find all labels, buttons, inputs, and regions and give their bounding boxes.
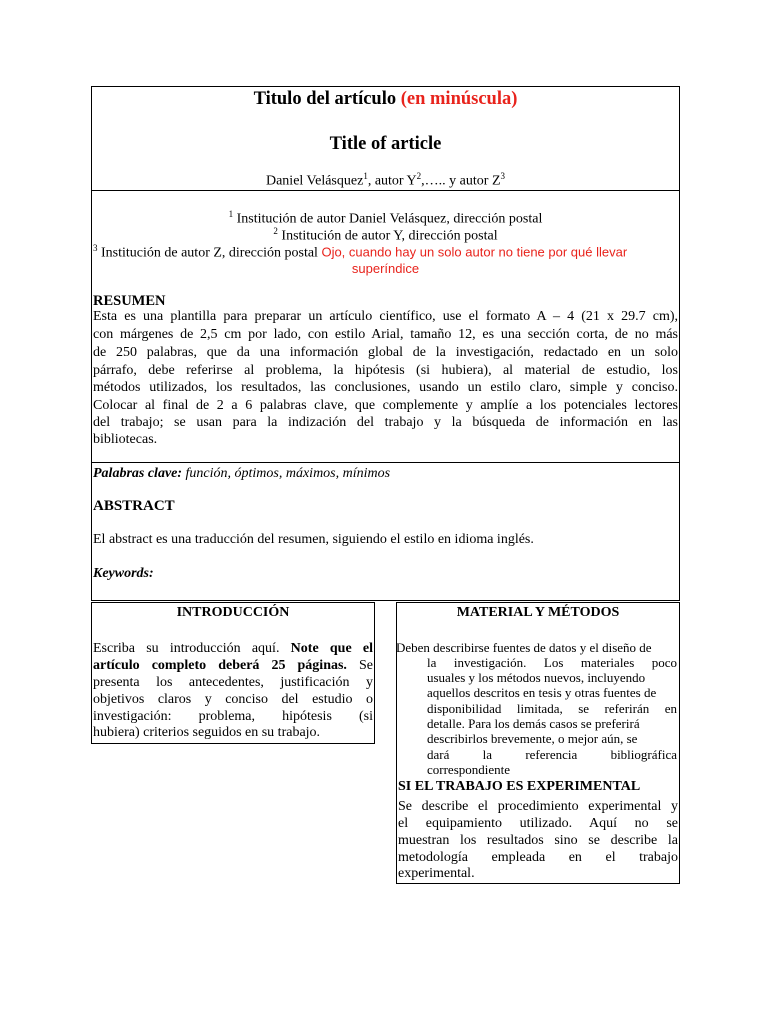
abstract-heading: ABSTRACT xyxy=(93,498,175,514)
abstract-text: El abstract es una traducción del resumen, siguiendo el estilo en idioma inglés. xyxy=(93,532,534,547)
affiliation-3-sup: 3 xyxy=(93,243,98,253)
title-english: Title of article xyxy=(329,134,442,154)
author-1-sup: 1 xyxy=(363,171,368,181)
title-block xyxy=(91,86,680,191)
material-line: detalle. Para los demás casos se preferirá xyxy=(427,716,640,731)
keywords-abstract-block xyxy=(91,462,680,601)
introduccion-text: Se xyxy=(359,658,373,673)
title-spanish-main: Titulo del artículo xyxy=(253,89,397,109)
experimental-line: Se describe el procedimiento experimental y xyxy=(398,799,678,814)
resumen-line: con márgenes de 2,5 cm por lado, con estilo Arial, tamaño 12, es una sección corta, de no más xyxy=(93,327,678,342)
author-1: Daniel Velásquez xyxy=(265,173,364,189)
introduccion-bold: artículo completo deberá 25 páginas. xyxy=(93,658,347,673)
affiliation-3-text: Institución de autor Z, dirección postal xyxy=(97,245,322,261)
keywords-label: Keywords: xyxy=(93,566,154,581)
introduccion-text: Escriba su introducción aquí. xyxy=(93,641,280,656)
introduccion-bold: Note que el xyxy=(290,641,373,656)
affiliation-1 xyxy=(92,209,679,228)
material-line: dará la referencia bibliográfica xyxy=(427,747,677,762)
introduccion-line: objetivos claros y conciso del estudio o xyxy=(93,692,373,707)
resumen-line: párrafo, debe referirse al problema, la hipótesis (si hubiera), al material de estudio, los xyxy=(93,363,678,378)
author-3-sup: 3 xyxy=(500,171,505,181)
resumen-line: Esta es una plantilla para preparar un artículo científico, use el formato A – 4 (21 x 29.7 cm), xyxy=(93,309,678,324)
material-metodos-block xyxy=(396,602,680,884)
material-line: describirlos brevemente, o mejor aún, se xyxy=(427,731,638,746)
experimental-line: experimental. xyxy=(398,866,475,881)
material-line: la investigación. Los materiales poco xyxy=(427,655,677,670)
title-spanish-note: (en minúscula) xyxy=(400,89,518,109)
affiliation-2 xyxy=(92,226,679,245)
material-line: usuales y los métodos nuevos, incluyendo xyxy=(427,670,646,685)
resumen-line: bibliotecas. xyxy=(93,432,158,447)
material-line: Deben describirse fuentes de datos y el diseño de xyxy=(396,640,652,655)
affiliations-resumen-block xyxy=(91,190,680,463)
introduccion-line: investigación: problema, hipótesis (si xyxy=(93,709,373,724)
title-spanish xyxy=(92,89,679,110)
affiliation-note: Ojo, cuando hay un solo autor no tiene por qué llevar xyxy=(321,244,628,260)
introduccion-line: presenta los antecedentes, justificación y xyxy=(93,675,373,690)
resumen-heading: RESUMEN xyxy=(93,293,166,309)
author-3: ,….. y autor Z xyxy=(421,173,501,189)
palabras-clave-line xyxy=(93,466,390,482)
authors-line xyxy=(92,171,679,190)
experimental-heading: SI EL TRABAJO ES EXPERIMENTAL xyxy=(398,779,641,794)
introduccion-line-1 xyxy=(93,641,373,657)
affiliation-note-2: superíndice xyxy=(351,261,420,276)
resumen-line: Colocar al final de 2 a 6 palabras clave, que complemente y amplíe a los potenciales lectores xyxy=(93,398,678,413)
resumen-line: métodos utilizados, los resultados, las conclusiones, usando un estilo claro, simple y conciso. xyxy=(93,380,678,395)
author-2-sup: 2 xyxy=(416,171,422,181)
experimental-line: muestran los resultados sino se describe la xyxy=(398,833,678,848)
resumen-line: del trabajo; se usan para la indización del trabajo y la búsqueda de información en las xyxy=(93,415,678,430)
palabras-clave-value: función, óptimos, máximos, mínimos xyxy=(182,466,391,481)
material-line: aquellos descritos en tesis y otras fuentes de xyxy=(427,685,657,700)
author-2: , autor Y xyxy=(367,173,417,189)
introduccion-heading: INTRODUCCIÓN xyxy=(176,605,290,620)
affiliation-1-text: Institución de autor Daniel Velásquez, dirección postal xyxy=(233,211,543,227)
material-line: correspondiente xyxy=(427,762,511,777)
introduccion-line-2 xyxy=(93,658,373,674)
affiliation-3 xyxy=(93,243,627,262)
material-line: disponibilidad limitada, se referirán en xyxy=(427,701,677,716)
affiliation-2-sup: 2 xyxy=(273,226,278,236)
resumen-line: de 250 palabras, que da una información global de la investigación, redactado en un solo xyxy=(93,345,678,360)
affiliation-1-sup: 1 xyxy=(228,209,234,219)
palabras-clave-label: Palabras clave: xyxy=(93,466,183,481)
affiliation-2-text: Institución de autor Y, dirección postal xyxy=(277,228,498,244)
experimental-line: el equipamiento utilizado. Aquí no se xyxy=(398,816,678,831)
introduccion-line: hubiera) criterios seguidos en su trabajo. xyxy=(93,725,321,740)
material-heading: MATERIAL Y MÉTODOS xyxy=(456,605,620,620)
experimental-line: metodología empleada en el trabajo xyxy=(398,850,678,865)
introduccion-block xyxy=(91,602,375,744)
